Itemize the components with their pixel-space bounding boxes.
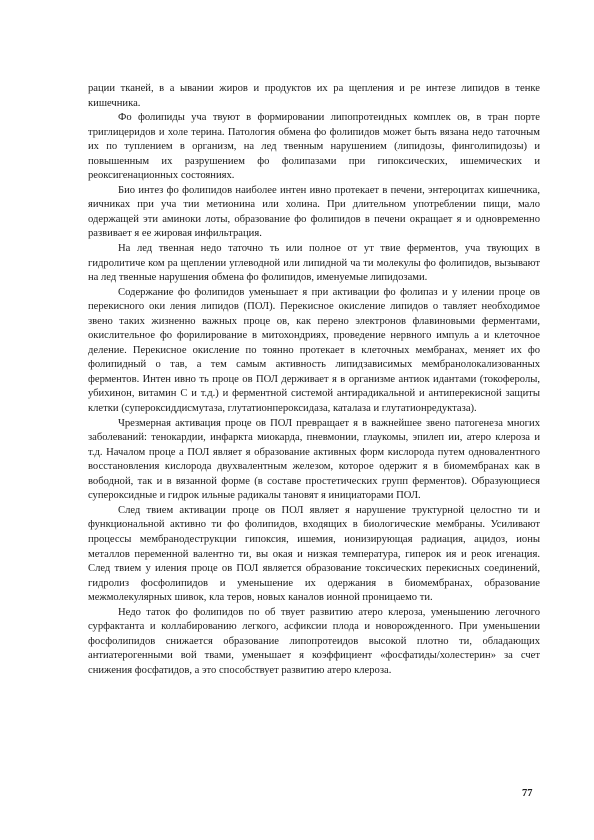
paragraph-2: Фо фолипиды уча твуют в формировании липопротеидных комплек ов, в тран порте триглицеридов и холе терина. Патология обмена фо фолипидов может быть вязана недо таточным их по туплением в организм, на лед твенным нарушением (липидозы, финголипидозы) и повышенным их разрушением фо фолипазами при гипоксических, ишемических и реоксигенационных состояниях. [88,112,540,182]
paragraph-6: Чрезмерная активация проце ов ПОЛ превращает я в важнейшее звено патогенеза многих заболеваний: тенокардии, инфаркта миокарда, пневмонии, глаукомы, эпилеп ии, атеро клероза и т.д. Началом проце а ПОЛ являет я образование активных форм кислорода путем одновалентного восстановления кислорода двухвалентным железом, которое одержит я в биомембранах как в вободной, так и в вязанной форме (в составе простетических групп ферментов). Образующиеся супероксидные и гидрок ильные радикалы тановят я инициаторами ПОЛ. [88,417,540,502]
paragraph-7: След твием активации проце ов ПОЛ являет я нарушение труктурной целостно ти и функциональной активно ти фо фолипидов, входящих в биологические мембраны. Усиливают процессы мембранодеструкции гипоксия, ишемия, ионизирующая радиация, ацидоз, ионы металлов переменной валентно ти, вы окая и низкая температура, гиперок ия и реок игенация. След твием у иления проце ов ПОЛ является образование токсических перекисных соединений, гидролиз фосфолипидов и уменьшение их одержания в биомембранах, образование межмолекулярных шивок, кла теров, новых каналов ионной проницаемо ти. [88,504,540,604]
paragraph-4: На лед твенная недо таточно ть или полное от ут твие ферментов, уча твующих в гидролитиче ком ра щеплении углеводной или липидной ча ти молекулы фо фолипидов, вызывают на лед твенные нарушения обмена фо фолипидов, именуемые липидозами. [88,243,540,284]
page-number: 77 [522,788,533,799]
paragraph-1: рации тканей, в а ывании жиров и продуктов их ра щепления и ре интезе липидов в тенке кишечника. [88,83,540,109]
paragraph-3: Био интез фо фолипидов наиболее интен ивно протекает в печени, энтероцитах кишечника, яичниках при уча тии метионина или холина. При длительном употреблении пищи, мало одержащей эти аминоки лоты, образование фо фолипидов в печени окращает я и одновременно развивает я ее жировая инфильтрация. [88,184,540,240]
paragraph-8: Недо таток фо фолипидов по об твует развитию атеро клероза, уменьшению легочного сурфактанта и коллабированию легкого, асфиксии плода и новорожденного. При уменьшении фосфолипидов снижается образование липопротеидов высокой плотно ти, обладающих антиатерогенными вой твами, уменьшает я коэффициент «фосфатиды/холестерин» за счет снижения фосфатидов, а это способствует развитию атеро клероза. [88,606,540,676]
paragraph-5: Содержание фо фолипидов уменьшает я при активации фо фолипаз и у илении проце ов перекисного оки ления липидов (ПОЛ). Перекисное окисление липидов о тавляет необходимое звено таких жизненно важных проце ов, как перено электронов флавиновыми ферментами, окислительное фо форилирование в митохондриях, проведение нервного импуль а и клеточное деление. Перекисное окисление по тоянно протекает в клеточных мембранах, меняет их фо фолипидный о тав, а тем самым активность липидзависимых мембранолокализованных ферментов. Интен ивно ть проце ов ПОЛ держивает я в организме антиок идантами (токоферолы, убихинон, витамин С и т.д.) и ферментной системой антирадикальной и антиперекисной защиты клетки (супероксиддисмутаза, глутатионпероксидаза, каталаза и глутатионредуктаза). [88,286,540,415]
page-body [88,82,540,678]
